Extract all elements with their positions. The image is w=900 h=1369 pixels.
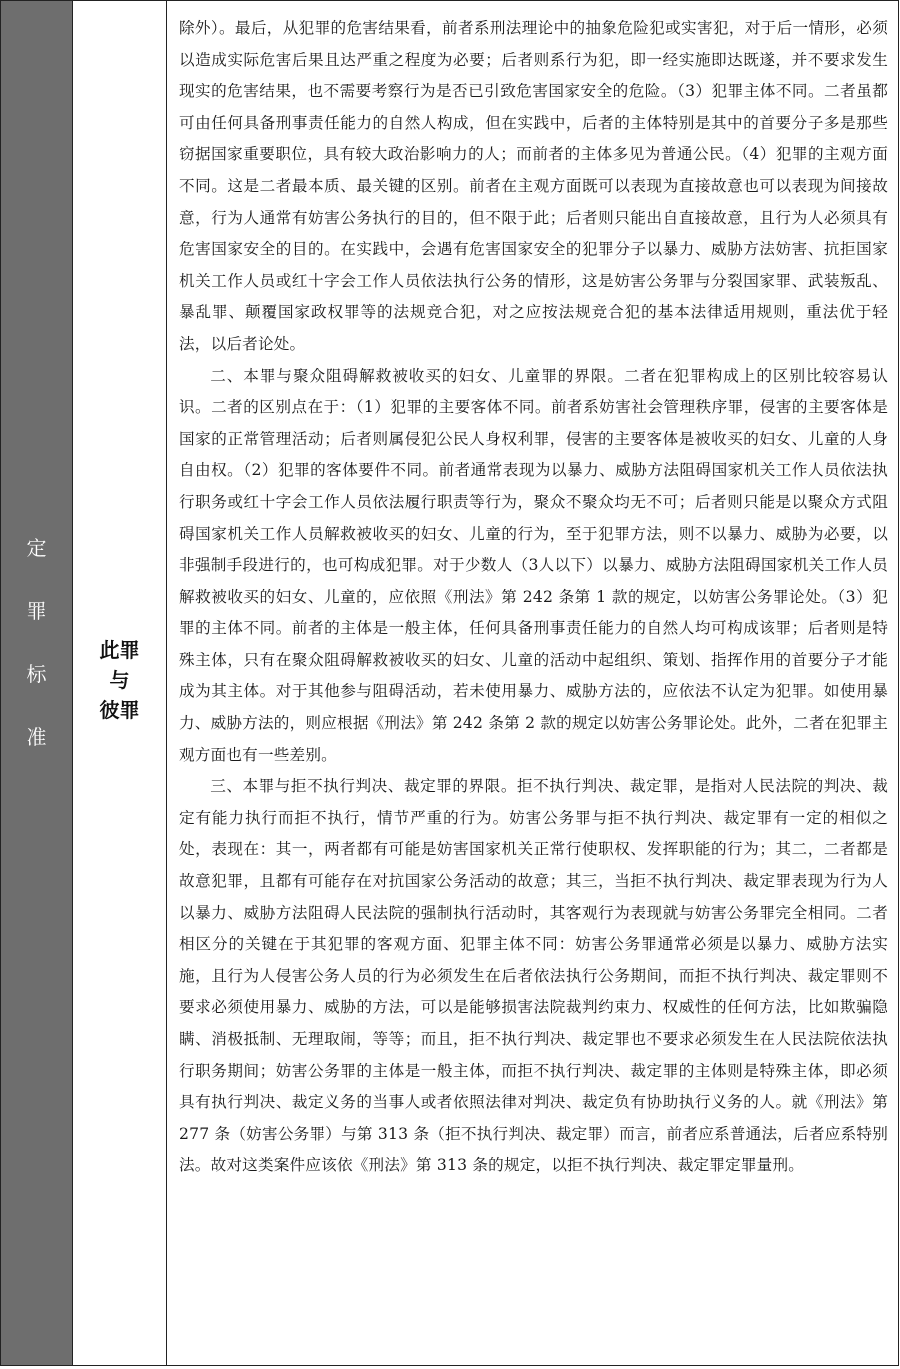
paragraph-section-two: 二、本罪与聚众阻碍解救被收买的妇女、儿童罪的界限。二者在犯罪构成上的区别比较容易认识。二者的区别点在于：（1）犯罪的主要客体不同。前者系妨害社会管理秩序罪，侵害的主要客体是国家的正常管理活动；后者则属侵犯公民人身权利罪，侵害的主要客体是被收买的妇女、儿童的人身自由权。（2）犯罪的客体要件不同。前者通常表现为以暴力、威胁方法阻碍国家机关工作人员依法执行职务或红十字会工作人员依法履行职责等行为，聚众不聚众均无不可；后者则只能是以聚众方式阻碍国家机关工作人员解救被收买的妇女、儿童的行为，至于犯罪方法，则不以暴力、威胁为必要，以非强制手段进行的，也可构成犯罪。对于少数人（3人以下）以暴力、威胁方法阻碍国家机关工作人员解救被收买的妇女、儿童的，应依照《刑法》第 242 条第 1 款的规定，以妨害公务罪论处。（3）犯罪的主体不同。前者的主体是一般主体，任何具备刑事责任能力的自然人均可构成该罪；后者则是特殊主体，只有在聚众阻碍解救被收买的妇女、儿童的活动中起组织、策划、指挥作用的首要分子才能成为其主体。对于其他参与阻碍活动，若未使用暴力、威胁方法的，应依法不认定为犯罪。如使用暴力、威胁方法的，则应根据《刑法》第 242 条第 2 款的规定以妨害公务罪论处。此外，二者在犯罪主观方面也有一些差别。 <box>179 366 888 764</box>
category-char: 定 <box>26 536 47 560</box>
content-column <box>167 1 898 1365</box>
subcategory-line: 此罪 <box>99 638 140 662</box>
category-char: 罪 <box>26 599 47 623</box>
category-char: 准 <box>26 725 47 749</box>
category-char: 标 <box>26 662 47 686</box>
subcategory-label <box>73 635 166 725</box>
subcategory-column <box>73 1 167 1365</box>
subcategory-line: 彼罪 <box>99 698 140 722</box>
category-column <box>1 1 73 1365</box>
subcategory-line: 与 <box>109 668 130 692</box>
paragraph-section-three: 三、本罪与拒不执行判决、裁定罪的界限。拒不执行判决、裁定罪，是指对人民法院的判决、裁定有能力执行而拒不执行，情节严重的行为。妨害公务罪与拒不执行判决、裁定罪有一定的相似之处，表现在：其一，两者都有可能是妨害国家机关正常行使职权、发挥职能的行为；其二，二者都是故意犯罪，且都有可能存在对抗国家公务活动的故意；其三，当拒不执行判决、裁定罪表现为行为人以暴力、威胁方法阻碍人民法院的强制执行活动时，其客观行为表现就与妨害公务罪完全相同。二者相区分的关键在于其犯罪的客观方面、犯罪主体不同：妨害公务罪通常必须是以暴力、威胁方法实施，且行为人侵害公务人员的行为必须发生在后者依法执行公务期间，而拒不执行判决、裁定罪则不要求必须使用暴力、威胁的方法，可以是能够损害法院裁判约束力、权威性的任何方法，比如欺骗隐瞒、消极抵制、无理取闹，等等；而且，拒不执行判决、裁定罪也不要求必须发生在人民法院依法执行职务期间；妨害公务罪的主体是一般主体，而拒不执行判决、裁定罪的主体则是特殊主体，即必须具有执行判决、裁定义务的当事人或者依照法律对判决、裁定负有协助执行义务的人。就《刑法》第 277 条（妨害公务罪）与第 313 条（拒不执行判决、裁定罪）而言，前者应系普通法，后者应系特别法。故对这类案件应该依《刑法》第 313 条的规定，以拒不执行判决、裁定罪定罪量刑。 <box>179 777 888 1175</box>
category-label <box>1 538 72 790</box>
paragraph-continuation: 除外）。最后，从犯罪的危害结果看，前者系刑法理论中的抽象危险犯或实害犯，对于后一情形，必须以造成实际危害后果且达严重之程度为必要；后者则系行为犯，即一经实施即达既遂，并不要求发生现实的危害结果，也不需要考察行为是否已引致危害国家安全的危险。（3）犯罪主体不同。二者虽都可由任何具备刑事责任能力的自然人构成，但在实践中，后者的主体特别是其中的首要分子多是那些窃据国家重要职位，具有较大政治影响力的人；而前者的主体多见为普通公民。（4）犯罪的主观方面不同。这是二者最本质、最关键的区别。前者在主观方面既可以表现为直接故意也可以表现为间接故意，行为人通常有妨害公务执行的目的，但不限于此；后者则只能出自直接故意，且行为人必须具有危害国家安全的目的。在实践中，会遇有危害国家安全的犯罪分子以暴力、威胁方法妨害、抗拒国家机关工作人员或红十字会工作人员依法执行公务的情形，这是妨害公务罪与分裂国家罪、武装叛乱、暴乱罪、颠覆国家政权罪等的法规竞合犯，对之应按法规竞合犯的基本法律适用规则，重法优于轻法，以后者论处。 <box>179 19 888 353</box>
